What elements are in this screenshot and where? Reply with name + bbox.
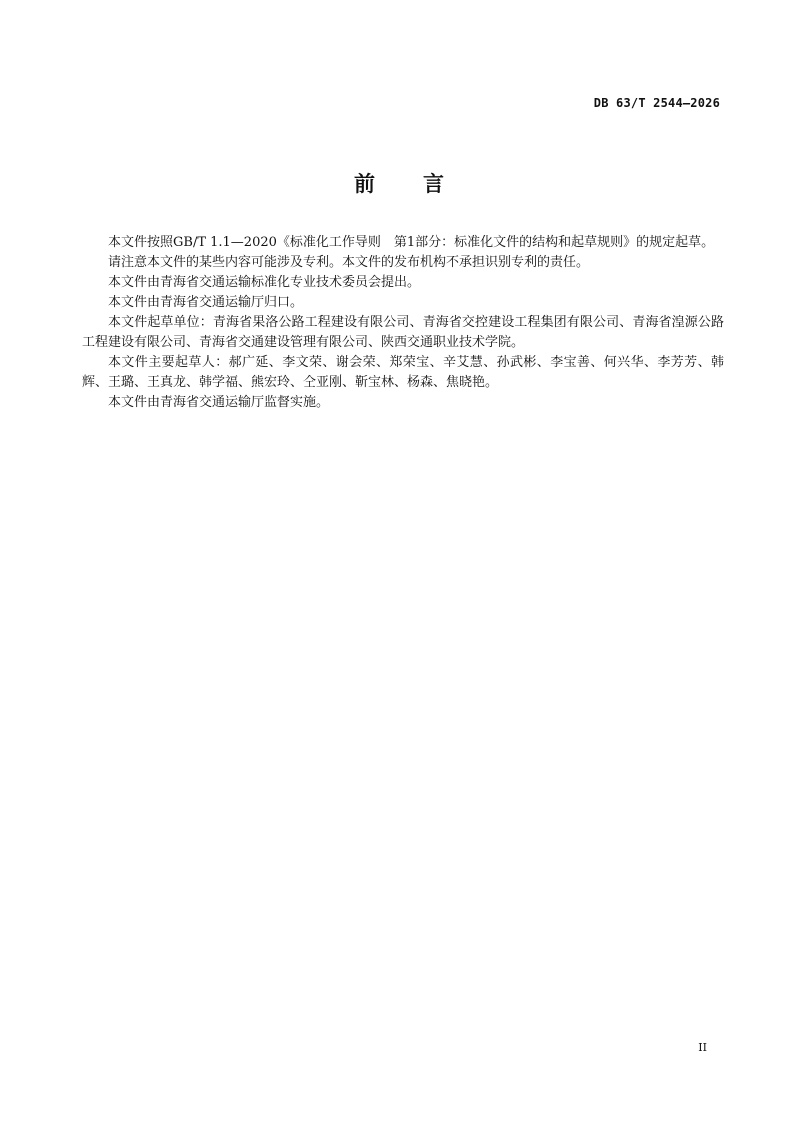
paragraph-drafters: 本文件主要起草人：郝广延、李文荣、谢会荣、郑荣宝、辛艾慧、孙武彬、李宝善、何兴华、李芳芳、韩辉、王璐、王真龙、韩学福、熊宏玲、仝亚刚、靳宝林、杨森、焦晓艳。 <box>82 355 724 390</box>
page-number: II <box>698 1041 707 1054</box>
paragraph-patent-notice: 请注意本文件的某些内容可能涉及专利。本文件的发布机构不承担识别专利的责任。 <box>108 255 590 270</box>
standard-code: DB 63/T 2544—2026 <box>593 96 720 110</box>
page-title: 前 言 <box>354 172 446 196</box>
foreword-body <box>82 233 724 413</box>
paragraph-drafting-rules: 本文件按照GB/T 1.1—2020《标准化工作导则 第1部分：标准化文件的结构和起草规则》的规定起草。 <box>108 235 715 250</box>
paragraph-proposed-by: 本文件由青海省交通运输标准化专业技术委员会提出。 <box>108 275 421 290</box>
paragraph-implementation: 本文件由青海省交通运输厅监督实施。 <box>108 395 330 410</box>
paragraph-drafting-units: 本文件起草单位：青海省果洛公路工程建设有限公司、青海省交控建设工程集团有限公司、青海省湟源公路工程建设有限公司、青海省交通建设管理有限公司、陕西交通职业技术学院。 <box>82 315 724 350</box>
paragraph-centralized-by: 本文件由青海省交通运输厅归口。 <box>108 295 304 310</box>
